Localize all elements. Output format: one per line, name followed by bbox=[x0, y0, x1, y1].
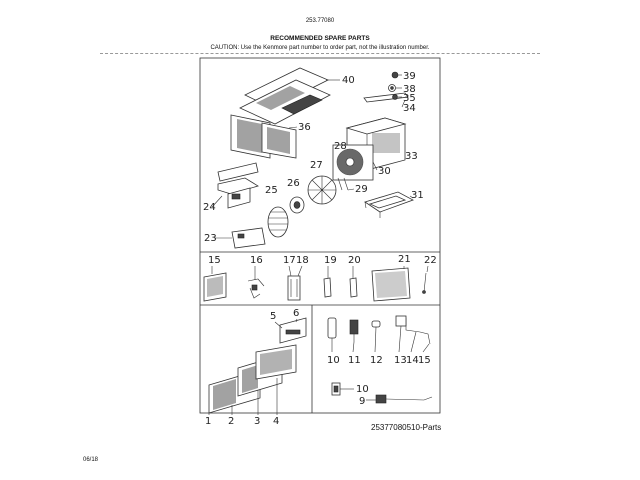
callout-34: 33 bbox=[405, 151, 418, 162]
callout-30: 28 bbox=[334, 141, 347, 152]
callout-9: 9 bbox=[359, 396, 366, 407]
page-title: RECOMMENDED SPARE PARTS bbox=[270, 35, 370, 42]
callout-1: 1 bbox=[205, 416, 212, 427]
part-13-thermistor bbox=[372, 321, 380, 327]
part-6-badge bbox=[280, 318, 306, 343]
callout-14: 13 bbox=[394, 355, 407, 366]
callout-6: 6 bbox=[293, 308, 300, 319]
callout-19-20: 17 bbox=[283, 255, 296, 266]
part-35-rail bbox=[364, 93, 408, 102]
part-22-clip bbox=[350, 278, 357, 297]
part-29-fan-blade bbox=[308, 176, 336, 204]
revision-date: 06/18 bbox=[83, 457, 99, 463]
part-18-bracket bbox=[248, 279, 264, 298]
callout-21: 19 bbox=[324, 255, 337, 266]
callout-22: 20 bbox=[348, 255, 361, 266]
callout-24: 22 bbox=[424, 255, 437, 266]
callout-20: 18 bbox=[296, 255, 309, 266]
part-10-relay bbox=[332, 383, 340, 395]
callout-38: 38 bbox=[403, 84, 416, 95]
callout-26: 24 bbox=[203, 202, 216, 213]
part-39-knob bbox=[392, 72, 398, 78]
callout-15: 14 bbox=[406, 355, 419, 366]
part-11-capacitor bbox=[328, 318, 336, 338]
callout-40: 40 bbox=[342, 75, 355, 86]
callout-4: 4 bbox=[273, 416, 280, 427]
part-38-knob bbox=[389, 85, 396, 92]
callout-27: 25 bbox=[265, 185, 278, 196]
part-33-base-pan bbox=[365, 192, 413, 218]
callout-31: 29 bbox=[355, 184, 368, 195]
part-36-small-part bbox=[393, 95, 398, 100]
diagram-reference-number: 25377080510-Parts bbox=[371, 423, 442, 432]
callout-11: 10 bbox=[327, 355, 340, 366]
callout-35: 34 bbox=[403, 103, 416, 114]
callout-39: 39 bbox=[403, 71, 416, 82]
part-26-control-box bbox=[218, 163, 258, 208]
part-14-16-harness bbox=[396, 316, 430, 344]
model-number: 253.77080 bbox=[305, 18, 335, 24]
callout-18: 16 bbox=[250, 255, 263, 266]
part-12-switch bbox=[350, 320, 358, 342]
callout-32: 30 bbox=[378, 166, 391, 177]
callout-23: 21 bbox=[398, 254, 411, 265]
part-9-power-cord bbox=[376, 395, 432, 403]
callout-25: 23 bbox=[204, 233, 217, 244]
callout-2: 2 bbox=[228, 416, 235, 427]
callout-37: 36 bbox=[298, 122, 311, 133]
callout-16: 15 bbox=[418, 355, 431, 366]
callout-29: 27 bbox=[310, 160, 323, 171]
part-37-front-grille bbox=[231, 115, 296, 158]
callout-17: 15 bbox=[208, 255, 221, 266]
callout-5: 5 bbox=[270, 311, 277, 322]
caution-note: CAUTION: Use the Kenmore part number to order part, not the illustration number. bbox=[210, 45, 430, 51]
part-19-20-support bbox=[288, 276, 300, 300]
part-27-motor-wheel bbox=[268, 207, 288, 237]
callout-33: 31 bbox=[411, 190, 424, 201]
part-40-cabinet-top bbox=[240, 68, 330, 124]
part-17-filter bbox=[204, 273, 226, 301]
part-21-clip bbox=[324, 278, 331, 297]
part-4-louver bbox=[256, 345, 296, 379]
callout-10: 10 bbox=[356, 384, 369, 395]
callout-36: 35 bbox=[403, 93, 416, 104]
callout-28: 26 bbox=[287, 178, 300, 189]
part-23-evaporator bbox=[372, 268, 410, 301]
callout-3: 3 bbox=[254, 416, 261, 427]
part-28-hub bbox=[290, 197, 304, 213]
callout-12: 11 bbox=[348, 355, 361, 366]
callout-13: 12 bbox=[370, 355, 383, 366]
part-24-sensor bbox=[423, 273, 427, 294]
part-25-drain-pan bbox=[232, 228, 265, 248]
